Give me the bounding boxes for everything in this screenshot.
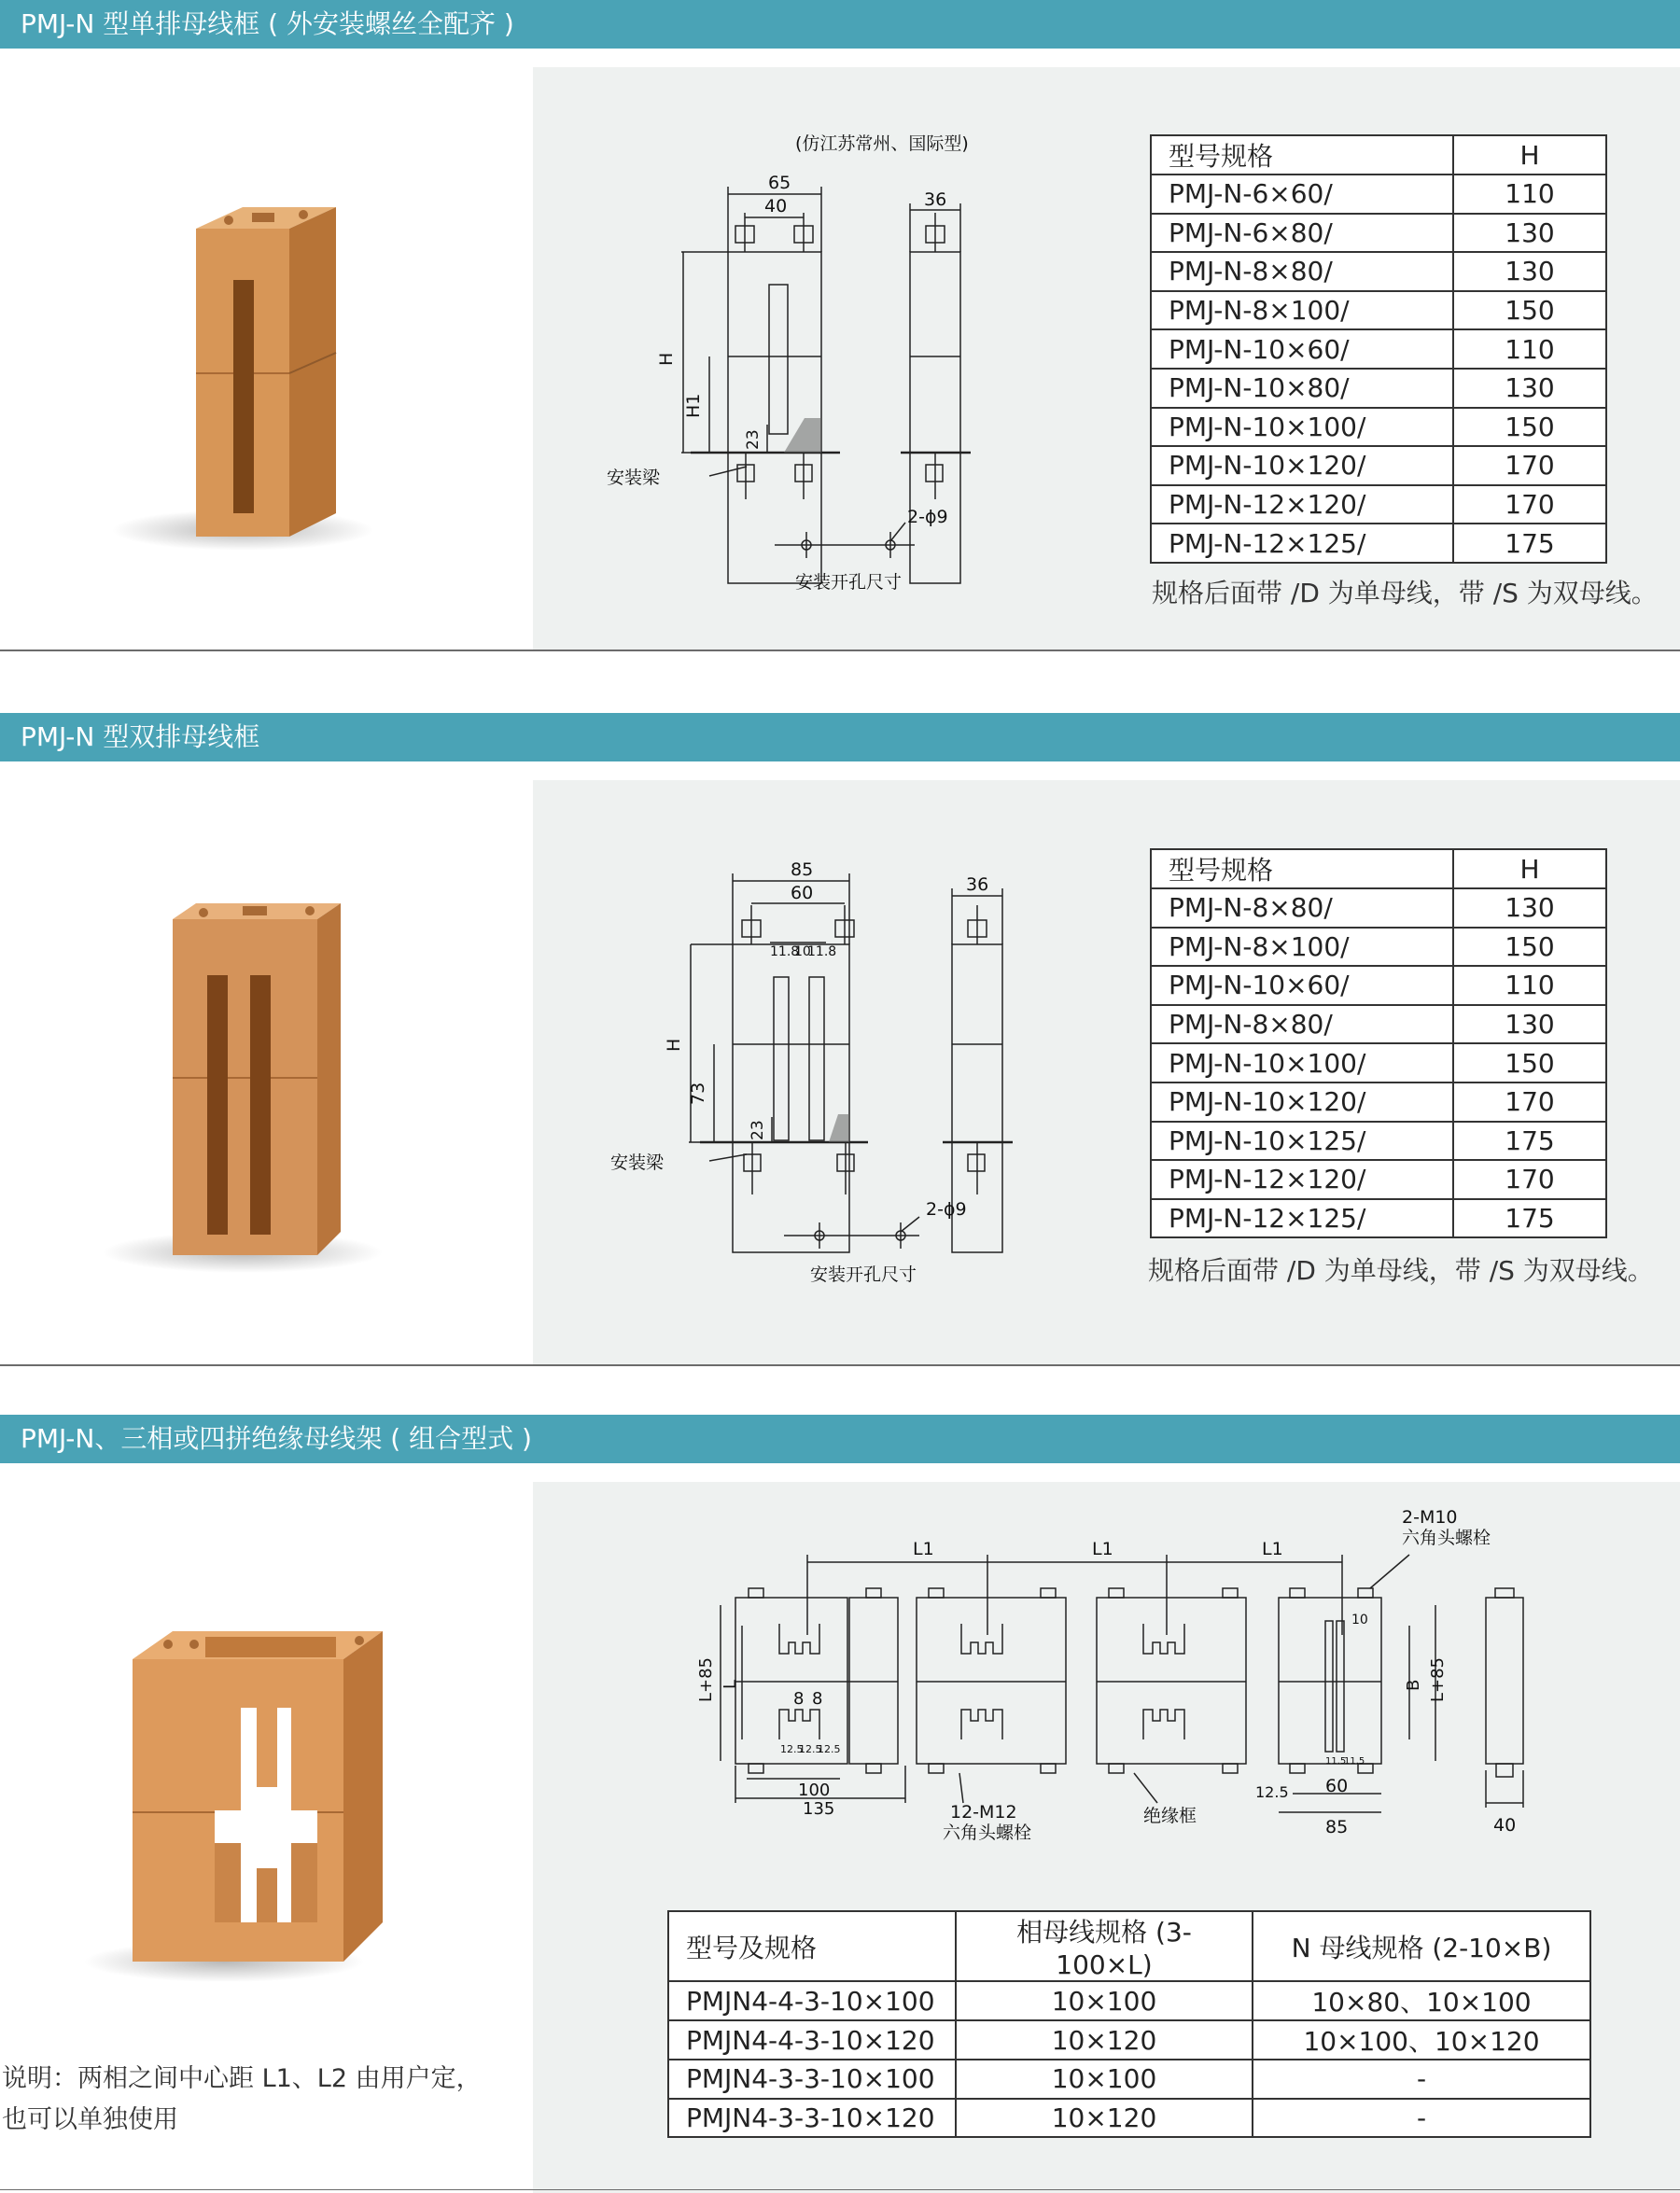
dim-8-left: 8 (793, 1689, 805, 1709)
table-row (1151, 369, 1606, 408)
dim-12-5-b: 12.5 (799, 1743, 822, 1755)
double-busbar-frame-drawing (597, 851, 1036, 1299)
table-row (1151, 1005, 1606, 1044)
label-holes: 2-ϕ9 (907, 507, 948, 527)
table-row (1151, 329, 1606, 369)
dim-B: B (1404, 1679, 1423, 1691)
dim-73: 73 (688, 1082, 708, 1105)
cell-model: PMJ-N-10×120/ (1151, 446, 1453, 485)
section-1-spec-table (1150, 134, 1607, 564)
section-3-spec-table (667, 1910, 1591, 2138)
dim-40: 40 (1493, 1815, 1517, 1836)
cell-h: 110 (1453, 966, 1606, 1005)
cell-h: 175 (1453, 1199, 1606, 1238)
table-row (1151, 1043, 1606, 1083)
table-header-row (1151, 849, 1606, 888)
table-row (1151, 524, 1606, 563)
table-row (1151, 1199, 1606, 1238)
cell-model: PMJ-N-8×100/ (1151, 291, 1453, 330)
cell-h: 175 (1453, 524, 1606, 563)
label-mounting-beam: 安装梁 (607, 468, 661, 488)
cell-h: 175 (1453, 1122, 1606, 1161)
dim-85: 85 (1325, 1817, 1349, 1837)
cell-phase: 10×100 (956, 1981, 1253, 2020)
cell-h: 150 (1453, 291, 1606, 330)
section-2-note: 规格后面带 /D 为单母线，带 /S 为双母线。 (1148, 1255, 1654, 1286)
cell-model: PMJ-N-10×120/ (1151, 1083, 1453, 1122)
cell-h: 170 (1453, 446, 1606, 485)
dim-11-5-a: 11.5 (1325, 1756, 1347, 1767)
dim-85: 85 (791, 859, 814, 880)
cell-model: PMJ-N-10×100/ (1151, 1043, 1453, 1083)
cell-h: 130 (1453, 214, 1606, 253)
cell-h: 110 (1453, 175, 1606, 214)
table-row (1151, 291, 1606, 330)
cell-model: PMJ-N-10×60/ (1151, 966, 1453, 1005)
table-header-h: H (1453, 135, 1606, 175)
section-2-header (0, 713, 1680, 761)
description-line-2: 也可以单独使用 (2, 2105, 178, 2134)
table-row (668, 1981, 1590, 2020)
single-busbar-frame-drawing (597, 121, 1036, 607)
table-header-row (1151, 135, 1606, 175)
label-12-m12: 12-M12 (950, 1802, 1017, 1823)
drawing-1-caption: (仿江苏常州、国际型) (795, 133, 969, 154)
label-mounting-beam: 安装梁 (610, 1152, 665, 1173)
table-row (1151, 252, 1606, 291)
description-line-1: 说明：两相之间中心距 L1、L2 由用户定， (2, 2064, 482, 2093)
cell-model: PMJ-N-6×60/ (1151, 175, 1453, 214)
combination-frame-drawing (672, 1495, 1605, 1868)
dim-23: 23 (749, 1120, 767, 1140)
label-insulating-frame: 绝缘框 (1143, 1806, 1197, 1826)
dim-12-5-a: 12.5 (780, 1743, 804, 1755)
combination-busbar-frame-photo (84, 1596, 411, 1988)
label-hex-bolt-top: 六角头螺栓 (1402, 1528, 1491, 1548)
cell-phase: 10×120 (956, 2020, 1253, 2060)
cell-model: PMJ-N-10×80/ (1151, 369, 1453, 408)
dim-L1-first: L1 (913, 1539, 934, 1559)
cell-h: 150 (1453, 928, 1606, 967)
table-row (1151, 888, 1606, 928)
dim-11-8-left: 11.8 (770, 944, 800, 959)
section-2-spec-table (1150, 848, 1607, 1238)
dim-L-plus-85-left: L+85 (696, 1656, 716, 1702)
label-hole-size: 安装开孔尺寸 (795, 572, 903, 593)
section-1-title: PMJ-N 型单排母线框 ( 外安装螺丝全配齐 ) (21, 8, 514, 39)
table-row (1151, 485, 1606, 524)
dim-100: 100 (798, 1781, 831, 1800)
section-3-header (0, 1415, 1680, 1463)
cell-n: - (1253, 2099, 1590, 2138)
cell-model: PMJ-N-10×125/ (1151, 1122, 1453, 1161)
table-row (668, 2099, 1590, 2138)
dim-60: 60 (1325, 1776, 1349, 1796)
cell-h: 110 (1453, 329, 1606, 369)
cell-h: 130 (1453, 252, 1606, 291)
table-row (1151, 1160, 1606, 1199)
cell-phase: 10×100 (956, 2060, 1253, 2099)
table-row (1151, 408, 1606, 447)
dim-65: 65 (768, 173, 791, 193)
dim-12-5-right: 12.5 (1255, 1783, 1289, 1801)
cell-h: 130 (1453, 369, 1606, 408)
cell-model: PMJ-N-12×125/ (1151, 1199, 1453, 1238)
table-header-model: 型号规格 (1151, 135, 1453, 175)
cell-phase: 10×120 (956, 2099, 1253, 2138)
section-2-title: PMJ-N 型双排母线框 (21, 721, 260, 752)
dim-L-left: L (721, 1679, 740, 1689)
dim-L1-third: L1 (1262, 1539, 1283, 1559)
table-header-model: 型号及规格 (668, 1911, 956, 1981)
cell-n: 10×100、10×120 (1253, 2020, 1590, 2060)
dim-H1: H1 (683, 393, 704, 418)
dim-12-5-c: 12.5 (818, 1743, 841, 1755)
cell-model: PMJ-N-8×100/ (1151, 928, 1453, 967)
dim-23: 23 (744, 429, 763, 450)
cell-n: - (1253, 2060, 1590, 2099)
table-header-phase-busbar: 相母线规格 (3-100×L) (956, 1911, 1253, 1981)
section-1-note: 规格后面带 /D 为单母线，带 /S 为双母线。 (1152, 578, 1658, 608)
cell-model: PMJN4-4-3-10×120 (668, 2020, 956, 2060)
cell-model: PMJ-N-10×100/ (1151, 408, 1453, 447)
dim-L1-second: L1 (1092, 1539, 1113, 1559)
section-3-title: PMJ-N、三相或四拼绝缘母线架 ( 组合型式 ) (21, 1423, 532, 1454)
table-row (1151, 446, 1606, 485)
table-row (1151, 1083, 1606, 1122)
table-row (668, 2020, 1590, 2060)
cell-model: PMJ-N-8×80/ (1151, 1005, 1453, 1044)
cell-model: PMJN4-3-3-10×120 (668, 2099, 956, 2138)
table-row (1151, 966, 1606, 1005)
cell-h: 130 (1453, 1005, 1606, 1044)
dim-L-plus-85-right: L+85 (1428, 1656, 1448, 1702)
table-row (1151, 1122, 1606, 1161)
dim-135: 135 (803, 1799, 835, 1819)
dim-10: 10 (1351, 1613, 1368, 1627)
dim-11-5-b: 11.5 (1344, 1756, 1365, 1767)
cell-model: PMJ-N-8×80/ (1151, 888, 1453, 928)
cell-model: PMJ-N-12×125/ (1151, 524, 1453, 563)
dim-40: 40 (764, 196, 788, 217)
dim-36: 36 (924, 189, 947, 210)
label-hex-bolt-bottom: 六角头螺栓 (943, 1823, 1032, 1843)
cell-h: 170 (1453, 1083, 1606, 1122)
dim-8-right: 8 (812, 1689, 823, 1709)
dim-60: 60 (791, 883, 814, 903)
label-2-m10: 2-M10 (1402, 1507, 1458, 1528)
cell-model: PMJ-N-8×80/ (1151, 252, 1453, 291)
table-header-n-busbar: N 母线规格 (2-10×B) (1253, 1911, 1590, 1981)
label-holes: 2-ϕ9 (926, 1199, 967, 1220)
table-row (668, 2060, 1590, 2099)
cell-model: PMJN4-4-3-10×100 (668, 1981, 956, 2020)
cell-n: 10×80、10×100 (1253, 1981, 1590, 2020)
cell-model: PMJ-N-6×80/ (1151, 214, 1453, 253)
table-header-row (668, 1911, 1590, 1981)
dim-10: 10 (794, 944, 811, 959)
cell-h: 170 (1453, 1160, 1606, 1199)
table-header-model: 型号规格 (1151, 849, 1453, 888)
cell-h: 170 (1453, 485, 1606, 524)
double-busbar-frame-photo (103, 887, 401, 1278)
cell-h: 150 (1453, 1043, 1606, 1083)
dim-11-8-right: 11.8 (807, 944, 837, 959)
table-header-h: H (1453, 849, 1606, 888)
cell-h: 150 (1453, 408, 1606, 447)
cell-model: PMJ-N-12×120/ (1151, 485, 1453, 524)
divider (0, 1364, 1680, 1366)
cell-h: 130 (1453, 888, 1606, 928)
label-hole-size: 安装开孔尺寸 (810, 1264, 917, 1285)
cell-model: PMJ-N-12×120/ (1151, 1160, 1453, 1199)
cell-model: PMJN4-3-3-10×100 (668, 2060, 956, 2099)
divider (0, 650, 1680, 651)
table-row (1151, 214, 1606, 253)
dim-H: H (656, 352, 677, 366)
section-1-header (0, 0, 1680, 49)
table-row (1151, 928, 1606, 967)
dim-36: 36 (966, 874, 989, 895)
section-3-description (2, 2059, 482, 2141)
table-row (1151, 175, 1606, 214)
dim-H: H (664, 1038, 684, 1052)
cell-model: PMJ-N-10×60/ (1151, 329, 1453, 369)
single-busbar-frame-photo (112, 187, 411, 560)
divider (0, 2189, 1680, 2190)
